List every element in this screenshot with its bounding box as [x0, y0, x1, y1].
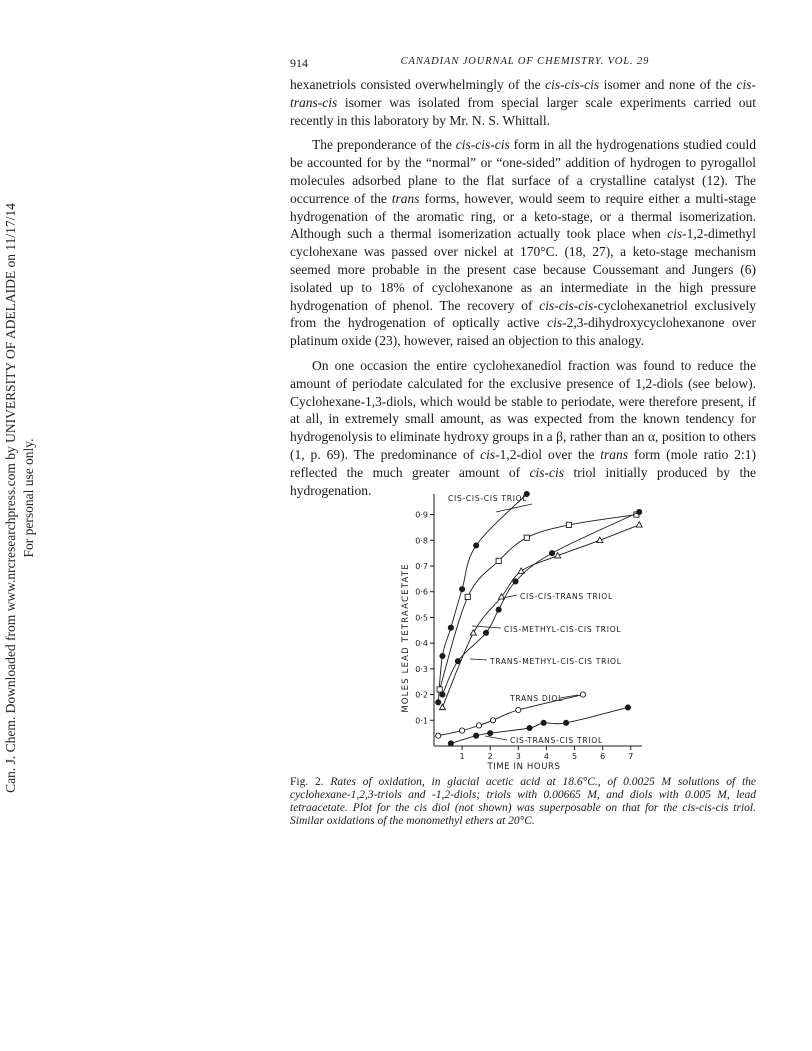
text-run: -1,2-dimethyl cyclohexane was passed over nickel at 170°C. (18, 27), a keto-stage mechanism seemed more probable in the present case because Coussemant and Jungers (6) isolated up to 18% of cyclohexanone as an intermediate in the high pressure hydrogenation of phenol. The recovery of	[290, 226, 756, 313]
page-number: 914	[290, 56, 308, 70]
data-point	[527, 725, 532, 730]
data-point	[513, 579, 518, 584]
data-point	[516, 707, 521, 712]
label-pointer	[470, 659, 487, 660]
italic-term: trans	[600, 446, 629, 462]
paragraph-3	[290, 357, 756, 499]
data-point	[474, 733, 479, 738]
watermark-line-2: For personal use only.	[21, 438, 36, 558]
x-tick-label: 4	[543, 752, 549, 761]
data-point	[460, 728, 465, 733]
text-run: The preponderance of the	[312, 137, 456, 153]
data-point	[637, 509, 642, 514]
data-point	[440, 653, 445, 658]
data-point	[636, 522, 642, 527]
y-tick-label: 0·5	[415, 613, 428, 623]
series-line	[442, 512, 639, 695]
series-label: CIS-TRANS-CIS TRIOL	[510, 736, 603, 745]
figure-label: Fig. 2.	[290, 776, 324, 788]
text-run: hexanetriols consisted overwhelmingly of the	[290, 77, 546, 92]
text-run: form (mole ratio 2:1) reflected the much greater amount of	[290, 446, 756, 480]
article-body	[290, 76, 756, 506]
data-point	[465, 594, 470, 599]
data-point	[448, 625, 453, 630]
data-point	[541, 720, 546, 725]
data-point	[455, 659, 460, 664]
text-run: -1,2-diol over the	[495, 446, 601, 462]
text-run: On one occasion the entire cyclohexanediol fraction was found to reduce the amount of periodate calculated for the exclusive presence of 1,2-diols (see below). Cyclohexane-1,3-diols, which would be stable to periodate, were therefore present, if at all, in extremely small amount, as was expected from the known tendency for hydrogenolysis to eliminate hydroxy groups in a β, rather than an α, position to others (1, p. 69). The predominance of	[290, 357, 756, 462]
series-label: CIS-CIS-TRANS TRIOL	[520, 592, 613, 601]
data-point	[483, 630, 488, 635]
y-tick-label: 0·1	[415, 716, 428, 726]
text-run: form in all the hydrogenations studied could be accounted for by the “normal” or “one-sided” addition of hydrogen to pyrogallol molecules adsorbed plane to the flat surface of a crystalline catalyst (12). The occurrence of the	[290, 137, 757, 206]
series-line	[438, 494, 527, 702]
figure-caption-text: Rates of oxidation, in glacial acetic acid at 18.6°C., of 0.0025 M solutions of the cyclohexane-1,2,3-triols and -1,2-diols; triols with 0.00665 M, and diols with 0.005 M, lead tetraacetate. Plot for the cis diol (not shown) was superposable on that for the cis-cis-cis triol. Similar oxidations of the monomethyl ethers at 20°C.	[290, 776, 757, 827]
data-point	[448, 741, 453, 746]
data-point	[524, 535, 529, 540]
text-run: isomer was isolated from special larger scale experiments carried out recently in this laboratory by Mr. N. S. Whittall.	[290, 94, 756, 128]
data-point	[436, 700, 441, 705]
text-run: forms, however, would seem to require either a multi-stage hydrogenation of the aromatic ring, or a keto-stage, or a thermal isomerization. Although such a thermal isomerization actually took place when	[290, 190, 756, 242]
data-point	[476, 723, 481, 728]
x-tick-label: 7	[628, 752, 634, 761]
series-label: TRANS-METHYL-CIS-CIS TRIOL	[490, 657, 622, 666]
data-point	[488, 731, 493, 736]
y-tick-label: 0·3	[415, 664, 428, 674]
data-point	[496, 558, 501, 563]
x-tick-label: 6	[600, 752, 606, 761]
data-point	[566, 522, 571, 527]
series-label: CIS-CIS-CIS TRIOL	[448, 494, 528, 503]
data-point	[460, 587, 465, 592]
figure-caption	[290, 776, 756, 828]
data-point	[436, 733, 441, 738]
y-tick-label: 0·6	[415, 587, 428, 597]
data-point	[580, 692, 585, 697]
x-tick-label: 3	[515, 752, 521, 761]
running-header	[290, 56, 760, 72]
data-point	[437, 687, 442, 692]
data-point	[474, 543, 479, 548]
data-point	[625, 705, 630, 710]
x-tick-label: 1	[459, 752, 465, 761]
italic-term: cis	[480, 446, 496, 462]
figure-2-chart	[400, 486, 660, 776]
data-point	[549, 551, 554, 556]
italic-term: trans	[391, 190, 420, 206]
watermark-line-1: Can. J. Chem. Downloaded from www.nrcresearchpress.com by UNIVERSITY OF ADELAIDE on 11/17/14	[3, 203, 18, 793]
series-label: CIS-METHYL-CIS-CIS TRIOL	[504, 625, 622, 634]
data-point	[470, 630, 476, 635]
paragraph-1	[290, 76, 756, 129]
italic-term: cis-trans-cis	[290, 77, 756, 110]
data-point	[564, 720, 569, 725]
text-run: -cyclohexanetriol exclusively from the hydrogenation of optically active	[290, 297, 756, 331]
watermark-svg	[0, 190, 50, 810]
italic-term: cis-cis-cis	[539, 297, 594, 313]
label-pointer	[496, 504, 532, 512]
italic-term: cis-cis-cis	[455, 137, 510, 153]
y-tick-label: 0·2	[415, 690, 428, 700]
x-axis-title: TIME IN HOURS	[487, 762, 561, 772]
y-axis-title: MOLES LEAD TETRAACETATE	[401, 563, 411, 713]
x-tick-label: 2	[487, 752, 493, 761]
text-run: triol initially produced by the hydrogenation.	[290, 464, 756, 498]
italic-term: cis	[667, 226, 683, 242]
y-tick-label: 0·9	[415, 510, 428, 520]
oxidation-rate-chart	[400, 486, 660, 776]
label-pointer	[485, 736, 507, 740]
data-point	[518, 568, 524, 573]
data-point	[440, 692, 445, 697]
y-tick-label: 0·4	[415, 639, 428, 649]
italic-term: cis	[547, 315, 563, 331]
series-label: TRANS DIOL	[510, 694, 564, 703]
paragraph-2	[290, 136, 756, 350]
x-tick-label: 5	[571, 752, 578, 761]
journal-title: CANADIAN JOURNAL OF CHEMISTRY. VOL. 29	[400, 56, 650, 67]
text-run: isomer and none of the	[599, 77, 737, 92]
text-run: -2,3-dihydroxycyclohexanone over platinum oxide (23), however, raised an objection to this analogy.	[290, 315, 756, 349]
italic-term: cis-cis	[529, 464, 565, 480]
data-point	[439, 704, 445, 709]
y-tick-label: 0·7	[415, 562, 428, 571]
y-tick-label: 0·8	[415, 536, 428, 546]
data-point	[490, 718, 495, 723]
download-watermark	[0, 190, 50, 810]
data-point	[496, 607, 501, 612]
italic-term: cis-cis-cis	[545, 77, 600, 92]
